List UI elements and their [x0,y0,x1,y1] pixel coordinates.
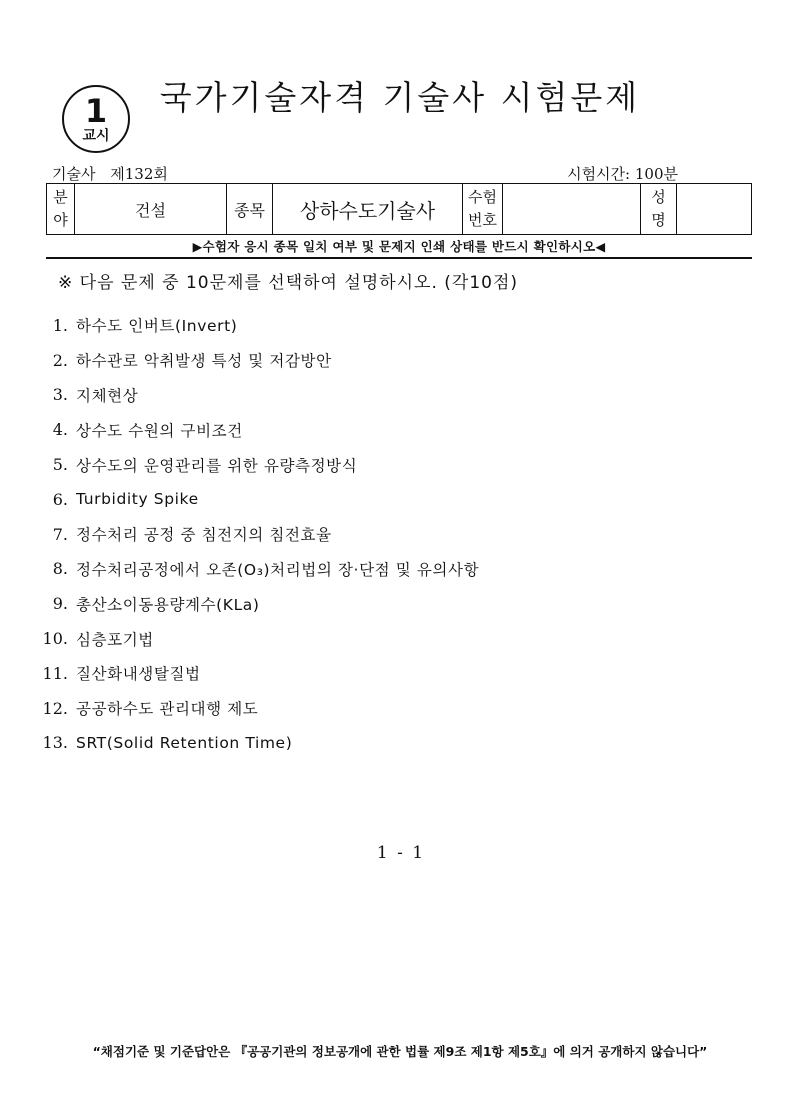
list-item [36,621,736,656]
exam-number-field[interactable] [503,184,641,234]
period-label: 교시 [82,128,110,144]
field-label-top: 분 [53,188,68,206]
candidate-info-box [46,183,752,235]
list-item [36,482,736,517]
exam-time-label: 시험시간: [567,165,631,183]
name-label [641,184,677,234]
question-number: 13. [42,733,68,753]
exam-type: 기술사 [52,165,96,183]
exam-time-value: 100분 [634,165,678,183]
question-number: 7. [52,524,68,544]
question-text: 질산화내생탈질법 [76,665,201,684]
question-text: 상수도 수원의 구비조건 [76,421,243,440]
list-item [36,586,736,621]
exam-number-label-top: 수험 [468,188,497,206]
category-value: 상하수도기술사 [273,184,463,234]
question-text: 공공하수도 관리대행 제도 [76,700,259,719]
question-number: 9. [52,594,68,614]
question-text: 심층포기법 [76,630,154,649]
field-label-bottom: 야 [53,211,68,229]
field-value: 건설 [75,184,227,234]
name-label-bottom: 명 [651,211,666,229]
question-list [36,308,736,760]
list-item [36,726,736,761]
question-text: 정수처리공정에서 오존(O₃)처리법의 장·단점 및 유의사항 [76,560,480,579]
question-number: 4. [52,420,68,440]
question-text: 상수도의 운영관리를 위한 유량측정방식 [76,456,358,475]
list-item [36,378,736,413]
list-item [36,343,736,378]
page-number: 1 - 1 [376,843,424,863]
list-item [36,447,736,482]
question-text: 하수관로 악취발생 특성 및 저감방안 [76,352,332,371]
question-number: 8. [52,559,68,579]
question-text: 하수도 인버트(Invert) [76,317,238,336]
divider [46,257,752,259]
field-label [47,184,75,234]
list-item [36,691,736,726]
question-number: 11. [42,663,68,683]
exam-number-label [463,184,503,234]
question-text: Turbidity Spike [76,490,199,509]
question-number: 5. [52,455,68,475]
name-field[interactable] [677,184,751,234]
question-text: 총산소이동용량계수(KLa) [76,595,260,614]
question-number: 12. [42,698,68,718]
exam-time [567,163,678,184]
list-item [36,552,736,587]
list-item [36,308,736,343]
exam-meta [52,163,168,184]
period-number: 1 [84,92,108,130]
category-label: 종목 [227,184,273,234]
question-text: 정수처리 공정 중 침전지의 침전효율 [76,526,332,545]
question-text: SRT(Solid Retention Time) [76,733,293,752]
list-item [36,656,736,691]
list-item [36,517,736,552]
question-number: 1. [52,315,68,335]
list-item [36,412,736,447]
question-number: 3. [52,385,68,405]
instruction: ※ 다음 문제 중 10문제를 선택하여 설명하시오. (각10점) [58,273,519,293]
page-title: 국가기술자격 기술사 시험문제 [159,78,641,117]
exam-number-label-bottom: 번호 [468,211,497,229]
question-number: 6. [52,489,68,509]
period-badge [62,85,130,153]
question-number: 2. [52,350,68,370]
question-number: 10. [42,629,68,649]
check-notice: ▶수험자 응시 종목 일치 여부 및 문제지 인쇄 상태를 반드시 확인하시오◀ [192,239,606,254]
question-text: 지체현상 [76,386,139,405]
name-label-top: 성 [651,188,666,206]
exam-round: 제132회 [110,165,168,183]
disclosure-footer: “채점기준 및 기준답안은 『공공기관의 정보공개에 관한 법률 제9조 제1항 제5호』에 의거 공개하지 않습니다” [92,1044,708,1059]
